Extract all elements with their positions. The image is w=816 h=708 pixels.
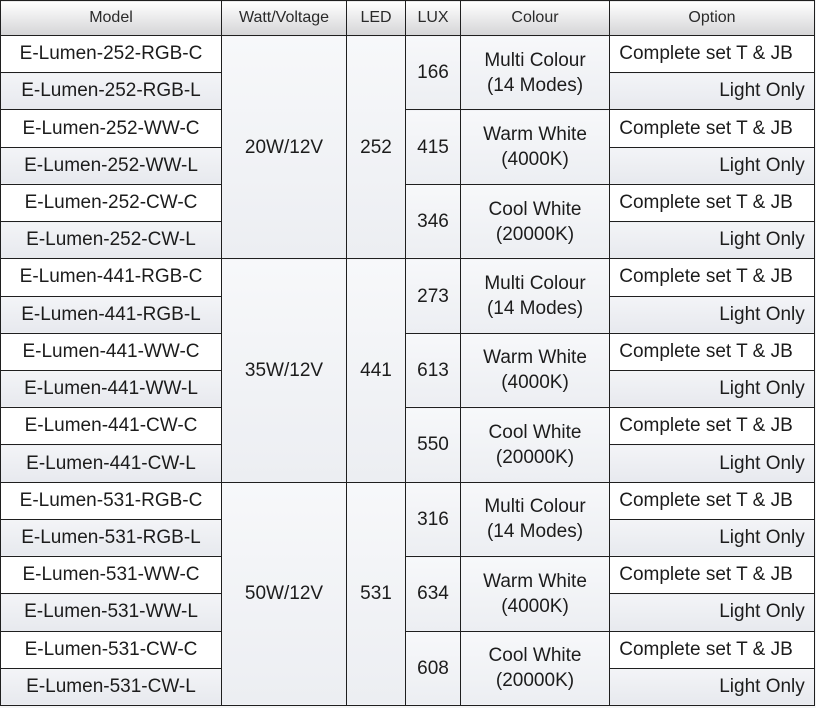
model-cell: E-Lumen-252-CW-C: [1, 184, 222, 221]
colour-cell: [461, 482, 610, 556]
table-row: [1, 110, 815, 147]
option-cell: Light Only: [610, 594, 815, 631]
colour-detail: (4000K): [501, 149, 569, 171]
model-cell: E-Lumen-252-WW-C: [1, 110, 222, 147]
lux-cell: 346: [406, 184, 461, 258]
colour-cell: [461, 631, 610, 706]
colour-detail: (14 Modes): [486, 521, 584, 543]
model-cell: E-Lumen-441-WW-L: [1, 370, 222, 407]
model-cell: E-Lumen-441-CW-L: [1, 445, 222, 482]
colour-name: Warm White: [483, 124, 587, 146]
option-cell: Complete set T & JB: [610, 259, 815, 296]
option-cell: Light Only: [610, 73, 815, 110]
colour-detail: (20000K): [495, 446, 575, 468]
colour-name: Multi Colour: [484, 49, 586, 71]
lux-cell: 273: [406, 259, 461, 333]
colour-cell: [461, 259, 610, 333]
colour-cell: [461, 110, 610, 184]
table-body: [1, 36, 815, 706]
model-cell: E-Lumen-531-CW-L: [1, 668, 222, 705]
option-cell: Complete set T & JB: [610, 482, 815, 519]
lux-cell: 634: [406, 557, 461, 631]
model-cell: E-Lumen-531-RGB-C: [1, 482, 222, 519]
colour-name: Cool White: [488, 198, 582, 220]
table-row: [1, 36, 815, 73]
table-row: [1, 184, 815, 221]
lux-cell: 415: [406, 110, 461, 184]
header-row: [1, 1, 815, 36]
option-cell: Light Only: [610, 370, 815, 407]
header-option: Option: [610, 1, 815, 36]
option-cell: Light Only: [610, 296, 815, 333]
header-lux: LUX: [406, 1, 461, 36]
colour-detail: (14 Modes): [486, 298, 584, 320]
header-watt-voltage: Watt/Voltage: [222, 1, 347, 36]
option-cell: Complete set T & JB: [610, 408, 815, 445]
colour-detail: (20000K): [495, 670, 575, 692]
table-header: [1, 1, 815, 36]
watt-voltage-cell: 20W/12V: [222, 36, 347, 259]
model-cell: E-Lumen-531-CW-C: [1, 631, 222, 668]
model-cell: E-Lumen-441-RGB-L: [1, 296, 222, 333]
colour-name: Cool White: [488, 421, 582, 443]
header-led: LED: [347, 1, 406, 36]
colour-name: Warm White: [483, 570, 587, 592]
colour-detail: (4000K): [501, 372, 569, 394]
option-cell: Light Only: [610, 147, 815, 184]
option-cell: Light Only: [610, 445, 815, 482]
colour-cell: [461, 557, 610, 631]
header-colour: Colour: [461, 1, 610, 36]
option-cell: Complete set T & JB: [610, 333, 815, 370]
option-cell: Light Only: [610, 222, 815, 259]
model-cell: E-Lumen-252-RGB-C: [1, 36, 222, 73]
colour-name: Multi Colour: [484, 273, 586, 295]
model-cell: E-Lumen-441-WW-C: [1, 333, 222, 370]
led-cell: 441: [347, 259, 406, 482]
colour-name: Cool White: [488, 645, 582, 667]
table-row: [1, 557, 815, 594]
model-cell: E-Lumen-441-RGB-C: [1, 259, 222, 296]
option-cell: Complete set T & JB: [610, 36, 815, 73]
watt-voltage-cell: 50W/12V: [222, 482, 347, 705]
table-row: [1, 259, 815, 296]
colour-cell: [461, 333, 610, 407]
option-cell: Complete set T & JB: [610, 110, 815, 147]
option-cell: Complete set T & JB: [610, 557, 815, 594]
lux-cell: 166: [406, 36, 461, 110]
model-cell: E-Lumen-531-RGB-L: [1, 519, 222, 556]
colour-cell: [461, 408, 610, 482]
model-cell: E-Lumen-252-RGB-L: [1, 73, 222, 110]
watt-voltage-cell: 35W/12V: [222, 259, 347, 482]
header-model: Model: [1, 1, 222, 36]
lux-cell: 613: [406, 333, 461, 407]
option-cell: Light Only: [610, 519, 815, 556]
model-cell: E-Lumen-531-WW-C: [1, 557, 222, 594]
colour-detail: (14 Modes): [486, 74, 584, 96]
model-cell: E-Lumen-252-WW-L: [1, 147, 222, 184]
model-cell: E-Lumen-441-CW-C: [1, 408, 222, 445]
led-cell: 531: [347, 482, 406, 705]
table-row: [1, 333, 815, 370]
colour-name: Warm White: [483, 347, 587, 369]
lux-cell: 316: [406, 482, 461, 556]
table-row: [1, 631, 815, 668]
colour-detail: (20000K): [495, 223, 575, 245]
led-cell: 252: [347, 36, 406, 259]
lux-cell: 550: [406, 408, 461, 482]
option-cell: Complete set T & JB: [610, 631, 815, 668]
table-row: [1, 408, 815, 445]
lux-cell: 608: [406, 631, 461, 706]
model-cell: E-Lumen-531-WW-L: [1, 594, 222, 631]
colour-cell: [461, 184, 610, 258]
colour-name: Multi Colour: [484, 496, 586, 518]
colour-detail: (4000K): [501, 595, 569, 617]
option-cell: Light Only: [610, 668, 815, 705]
table-row: [1, 482, 815, 519]
option-cell: Complete set T & JB: [610, 184, 815, 221]
model-cell: E-Lumen-252-CW-L: [1, 222, 222, 259]
colour-cell: [461, 36, 610, 110]
